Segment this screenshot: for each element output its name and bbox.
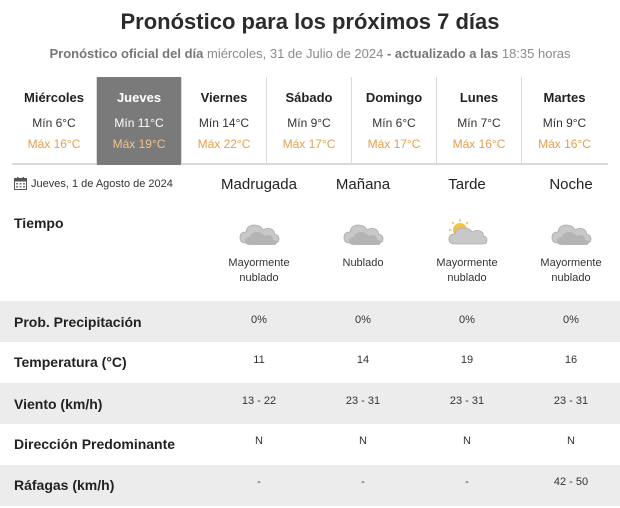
day-tab-lunes[interactable] xyxy=(437,77,522,165)
row-value: - xyxy=(257,476,261,488)
day-name: Viernes xyxy=(200,90,248,105)
cloud-icon xyxy=(549,218,593,248)
day-max-temp: Máx 16°C xyxy=(538,137,591,151)
day-tab-viernes[interactable] xyxy=(182,77,267,165)
partly-sunny-icon xyxy=(445,218,489,248)
day-min-temp: Mín 6°C xyxy=(32,116,76,130)
day-name: Martes xyxy=(543,90,586,105)
subtitle-mid: - actualizado a las xyxy=(386,46,499,61)
row-value: 13 - 22 xyxy=(241,395,277,407)
row-value: - xyxy=(465,476,469,488)
period-header-tarde: Tarde xyxy=(448,176,486,193)
weather-desc-line: Nublado xyxy=(342,257,384,269)
row-value: 23 - 31 xyxy=(449,395,485,407)
period-header-madrugada: Madrugada xyxy=(221,176,297,193)
cloud-icon xyxy=(237,218,281,248)
row-value: N xyxy=(359,435,367,447)
day-name: Jueves xyxy=(116,90,162,105)
row-label: Viento (km/h) xyxy=(14,396,103,412)
day-max-temp: Máx 16°C xyxy=(452,137,506,151)
row-precipitacion xyxy=(0,301,620,342)
day-name: Domingo xyxy=(365,90,423,105)
row-value: 0% xyxy=(459,314,475,326)
day-min-temp: Mín 14°C xyxy=(198,116,250,130)
subtitle-date: miércoles, 31 de Julio de 2024 xyxy=(206,46,384,61)
row-value: N xyxy=(463,435,471,447)
calendar-icon xyxy=(14,177,27,190)
page-subtitle xyxy=(0,46,620,61)
cloud-icon xyxy=(341,218,385,248)
row-label: Dirección Predominante xyxy=(14,436,176,452)
row-value: 23 - 31 xyxy=(553,395,589,407)
row-value: 16 xyxy=(564,354,578,366)
row-viento xyxy=(0,383,620,424)
weather-desc-line: Mayormente xyxy=(436,257,498,269)
day-name: Sábado xyxy=(285,90,333,105)
day-max-temp: Máx 17°C xyxy=(282,137,336,151)
period-header-noche: Noche xyxy=(549,176,593,193)
row-value: 23 - 31 xyxy=(345,395,381,407)
row-direccion xyxy=(0,424,620,465)
row-value: 11 xyxy=(253,354,265,366)
row-value: 42 - 50 xyxy=(553,476,589,488)
row-value: 0% xyxy=(563,314,579,326)
detail-date xyxy=(14,177,173,190)
row-value: 0% xyxy=(355,314,371,326)
row-label: Temperatura (°C) xyxy=(14,354,127,370)
row-label-tiempo: Tiempo xyxy=(14,215,64,231)
day-max-temp: Máx 17°C xyxy=(367,137,421,151)
row-value: N xyxy=(255,435,263,447)
row-value: - xyxy=(361,476,365,488)
day-min-temp: Mín 11°C xyxy=(114,116,164,130)
day-tab-domingo[interactable] xyxy=(352,77,437,165)
day-tab-miercoles[interactable] xyxy=(12,77,97,165)
day-tab-sabado[interactable] xyxy=(267,77,352,165)
row-label: Ráfagas (km/h) xyxy=(14,477,115,493)
detail-date-label: Jueves, 1 de Agosto de 2024 xyxy=(31,177,173,190)
day-tab-jueves[interactable] xyxy=(97,77,182,165)
day-tabs xyxy=(12,77,608,165)
weather-description xyxy=(308,256,418,271)
row-value: 0% xyxy=(251,314,267,326)
period-header-manana: Mañana xyxy=(335,176,391,193)
day-name: Miércoles xyxy=(24,90,84,105)
weather-desc-line: Mayormente xyxy=(228,257,290,269)
row-label: Prob. Precipitación xyxy=(14,314,142,330)
row-rafagas xyxy=(0,465,620,506)
day-max-temp: Máx 19°C xyxy=(112,137,166,151)
weather-desc-line: nublado xyxy=(239,272,279,284)
day-min-temp: Mín 9°C xyxy=(542,116,587,130)
day-max-temp: Máx 22°C xyxy=(197,137,251,151)
weather-description xyxy=(204,256,314,286)
day-max-temp: Máx 16°C xyxy=(27,137,81,151)
subtitle-prefix: Pronóstico oficial del día xyxy=(49,46,204,61)
weather-description xyxy=(516,256,620,286)
weather-desc-line: nublado xyxy=(447,272,487,284)
day-min-temp: Mín 7°C xyxy=(457,116,501,130)
weather-desc-line: Mayormente xyxy=(540,257,602,269)
subtitle-time: 18:35 horas xyxy=(501,46,571,61)
row-value: N xyxy=(567,435,575,447)
page-title: Pronóstico para los próximos 7 días xyxy=(120,9,500,34)
row-value: 14 xyxy=(356,354,370,366)
weather-description xyxy=(412,256,522,286)
day-min-temp: Mín 6°C xyxy=(372,116,416,130)
weather-desc-line: nublado xyxy=(551,272,591,284)
row-value: 19 xyxy=(460,354,474,366)
day-tab-martes[interactable] xyxy=(522,77,607,165)
day-min-temp: Mín 9°C xyxy=(287,116,331,130)
day-name: Lunes xyxy=(459,90,499,105)
row-temperatura xyxy=(0,342,620,383)
